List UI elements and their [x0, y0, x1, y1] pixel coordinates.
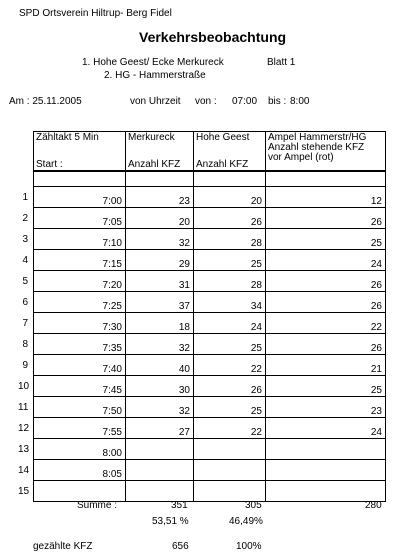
row-number: 6: [22, 297, 28, 308]
cell-hohe-geest: 22: [194, 418, 266, 439]
header-merkureck-title: Merkureck: [128, 132, 175, 143]
cell-ampel: 26: [266, 292, 386, 313]
sum-ampel: 280: [365, 500, 382, 511]
header-interval-title: Zähltakt 5 Min: [36, 132, 99, 143]
header-interval-start: Start :: [36, 159, 63, 170]
cell-start: [34, 481, 126, 502]
header-ampel-title: Ampel Hammerstr/HG: [268, 132, 367, 143]
cell-merkureck: 31: [126, 271, 194, 292]
cell-merkureck: 32: [126, 229, 194, 250]
cell-start: 8:05: [34, 460, 126, 481]
header-merkureck: [126, 132, 194, 172]
table-row: [34, 355, 386, 376]
header-ampel: [266, 132, 386, 172]
sum-label: Summe :: [77, 500, 118, 511]
organization-name: SPD Ortsverein Hiltrup- Berg Fidel: [19, 8, 172, 19]
percent-merkureck: 53,51 %: [152, 516, 189, 527]
row-number: 13: [18, 444, 30, 455]
row-number: 15: [18, 486, 30, 497]
cell-ampel: 26: [266, 271, 386, 292]
row-number: 4: [22, 255, 28, 266]
cell-start: 7:55: [34, 418, 126, 439]
cell-merkureck: [126, 460, 194, 481]
time-from: 07:00: [232, 96, 258, 107]
cell-hohe-geest: 25: [194, 250, 266, 271]
table-row: [34, 439, 386, 460]
document-title: Verkehrsbeobachtung: [139, 29, 287, 45]
cell-hohe-geest: 28: [194, 229, 266, 250]
table-row: [34, 271, 386, 292]
table-row: [34, 187, 386, 208]
cell-ampel: 24: [266, 418, 386, 439]
row-number: 1: [22, 192, 28, 203]
header-ampel-sub2: vor Ampel (rot): [268, 152, 334, 163]
sheet-label: Blatt 1: [267, 57, 296, 68]
spacer-row: [34, 171, 386, 187]
header-merkureck-unit: Anzahl KFZ: [128, 159, 181, 170]
cell-hohe-geest: 22: [194, 355, 266, 376]
table-body: [34, 187, 386, 502]
cell-start: 7:20: [34, 271, 126, 292]
percent-hohe-geest: 46,49%: [229, 516, 263, 527]
time-from-label: von :: [195, 96, 217, 107]
cell-hohe-geest: [194, 460, 266, 481]
row-number: 9: [22, 360, 28, 371]
cell-start: 7:10: [34, 229, 126, 250]
cell-hohe-geest: 24: [194, 313, 266, 334]
table-row: [34, 376, 386, 397]
time-label: von Uhrzeit: [130, 96, 181, 107]
cell-start: 7:45: [34, 376, 126, 397]
cell-hohe-geest: 26: [194, 208, 266, 229]
cell-hohe-geest: [194, 439, 266, 460]
cell-merkureck: 30: [126, 376, 194, 397]
cell-start: 8:00: [34, 439, 126, 460]
header-interval: [34, 132, 126, 172]
cell-merkureck: 32: [126, 397, 194, 418]
cell-start: 7:00: [34, 187, 126, 208]
cell-merkureck: 40: [126, 355, 194, 376]
cell-hohe-geest: 34: [194, 292, 266, 313]
header-hohe-geest: [194, 132, 266, 172]
cell-merkureck: 20: [126, 208, 194, 229]
table-row: [34, 208, 386, 229]
table-header-row: [34, 132, 386, 172]
cell-hohe-geest: 25: [194, 397, 266, 418]
table-row: [34, 229, 386, 250]
traffic-count-table: [33, 131, 386, 502]
cell-ampel: 26: [266, 334, 386, 355]
cell-merkureck: [126, 439, 194, 460]
total-label: gezählte KFZ: [33, 541, 93, 552]
row-number: 11: [18, 402, 29, 413]
cell-merkureck: 37: [126, 292, 194, 313]
row-number: 8: [22, 339, 28, 350]
cell-hohe-geest: 25: [194, 334, 266, 355]
cell-ampel: 22: [266, 313, 386, 334]
cell-hohe-geest: 20: [194, 187, 266, 208]
table-row: [34, 481, 386, 502]
time-to-label: bis :: [268, 96, 287, 107]
table-row: [34, 397, 386, 418]
table-row: [34, 460, 386, 481]
cell-hohe-geest: 26: [194, 376, 266, 397]
table-row: [34, 292, 386, 313]
cell-ampel: 26: [266, 208, 386, 229]
header-hohe-geest-unit: Anzahl KFZ: [196, 159, 249, 170]
cell-merkureck: [126, 481, 194, 502]
cell-start: 7:50: [34, 397, 126, 418]
cell-ampel: 23: [266, 397, 386, 418]
row-number: 12: [18, 423, 30, 434]
table-row: [34, 313, 386, 334]
cell-ampel: 25: [266, 376, 386, 397]
row-number: 10: [18, 381, 30, 392]
cell-ampel: [266, 439, 386, 460]
observation-date: Am : 25.11.2005: [9, 96, 82, 107]
row-number: 2: [22, 213, 28, 224]
cell-ampel: 25: [266, 229, 386, 250]
sum-hohe-geest: 305: [245, 500, 262, 511]
cell-ampel: 24: [266, 250, 386, 271]
location-1: 1. Hohe Geest/ Ecke Merkureck: [82, 57, 224, 68]
header-ampel-sub1: Anzahl stehende KFZ: [268, 142, 365, 153]
cell-start: 7:05: [34, 208, 126, 229]
total-percent: 100%: [236, 541, 262, 552]
cell-merkureck: 23: [126, 187, 194, 208]
cell-merkureck: 32: [126, 334, 194, 355]
cell-hohe-geest: [194, 481, 266, 502]
table-row: [34, 334, 386, 355]
table-row: [34, 250, 386, 271]
header-hohe-geest-title: Hohe Geest: [196, 132, 250, 143]
cell-start: 7:15: [34, 250, 126, 271]
table-row: [34, 418, 386, 439]
cell-start: 7:40: [34, 355, 126, 376]
cell-start: 7:25: [34, 292, 126, 313]
cell-merkureck: 18: [126, 313, 194, 334]
time-to: 8:00: [290, 96, 310, 107]
sum-merkureck: 351: [171, 500, 188, 511]
cell-hohe-geest: 28: [194, 271, 266, 292]
cell-ampel: [266, 481, 386, 502]
cell-ampel: [266, 460, 386, 481]
cell-ampel: 12: [266, 187, 386, 208]
row-number: 7: [22, 318, 28, 329]
total-count: 656: [172, 541, 189, 552]
cell-start: 7:30: [34, 313, 126, 334]
location-2: 2. HG - Hammerstraße: [104, 70, 206, 81]
row-number: 14: [18, 465, 30, 476]
row-number: 5: [22, 276, 28, 287]
cell-ampel: 21: [266, 355, 386, 376]
row-number: 3: [22, 234, 28, 245]
cell-merkureck: 29: [126, 250, 194, 271]
cell-merkureck: 27: [126, 418, 194, 439]
cell-start: 7:35: [34, 334, 126, 355]
